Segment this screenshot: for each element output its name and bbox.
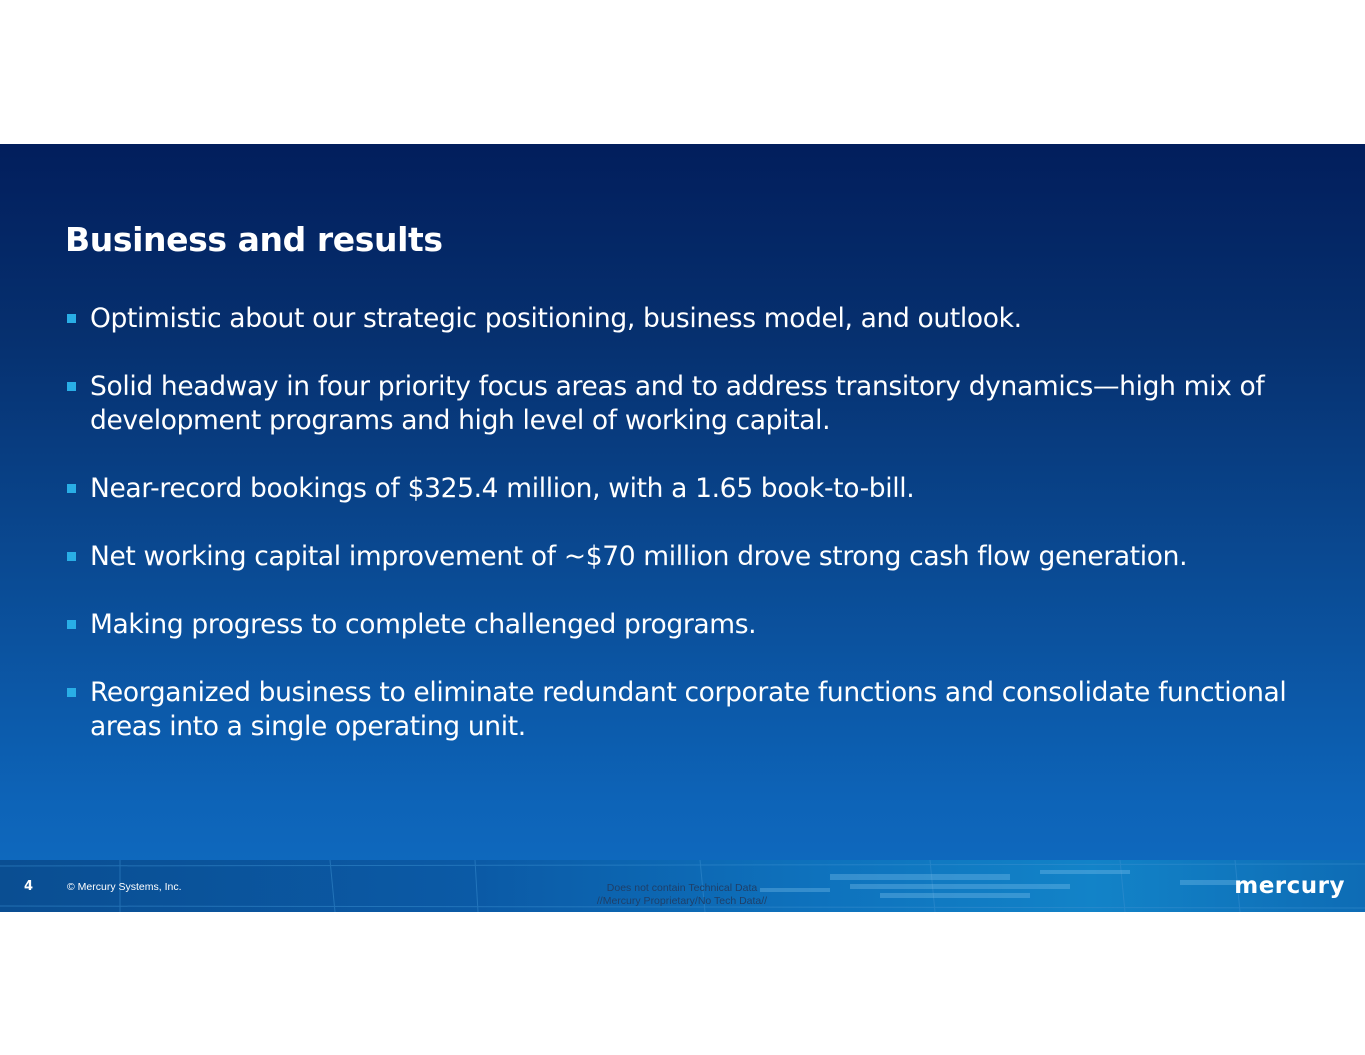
page-number: 4 <box>24 879 34 894</box>
slide <box>0 144 1365 912</box>
bullet-item <box>65 472 1295 506</box>
bullet-item <box>65 608 1295 642</box>
bullet-square-icon <box>67 688 76 697</box>
mercury-logo: mercury <box>1234 873 1345 899</box>
bullet-square-icon <box>67 484 76 493</box>
bullet-list <box>65 302 1295 778</box>
bullet-item <box>65 540 1295 574</box>
slide-title: Business and results <box>65 220 443 259</box>
bullet-item <box>65 676 1295 744</box>
bullet-text: Net working capital improvement of ~$70 million drove strong cash flow generation. <box>90 541 1188 572</box>
copyright-text: © Mercury Systems, Inc. <box>67 881 182 893</box>
bullet-text: Reorganized business to eliminate redundant corporate functions and consolidate functional areas into a single operating unit. <box>90 677 1287 742</box>
classification-line-2: //Mercury Proprietary/No Tech Data// <box>596 895 768 907</box>
classification-marking <box>582 882 782 908</box>
bullet-square-icon <box>67 382 76 391</box>
bullet-square-icon <box>67 552 76 561</box>
bullet-text: Making progress to complete challenged programs. <box>90 609 757 640</box>
bullet-square-icon <box>67 314 76 323</box>
bullet-item <box>65 302 1295 336</box>
classification-line-1: Does not contain Technical Data <box>606 882 758 894</box>
bullet-text: Solid headway in four priority focus areas and to address transitory dynamics—high mix of development programs and high level of working capital. <box>90 371 1265 436</box>
bullet-item <box>65 370 1295 438</box>
bullet-text: Near-record bookings of $325.4 million, with a 1.65 book-to-bill. <box>90 473 915 504</box>
bullet-text: Optimistic about our strategic positioning, business model, and outlook. <box>90 303 1022 334</box>
bullet-square-icon <box>67 620 76 629</box>
